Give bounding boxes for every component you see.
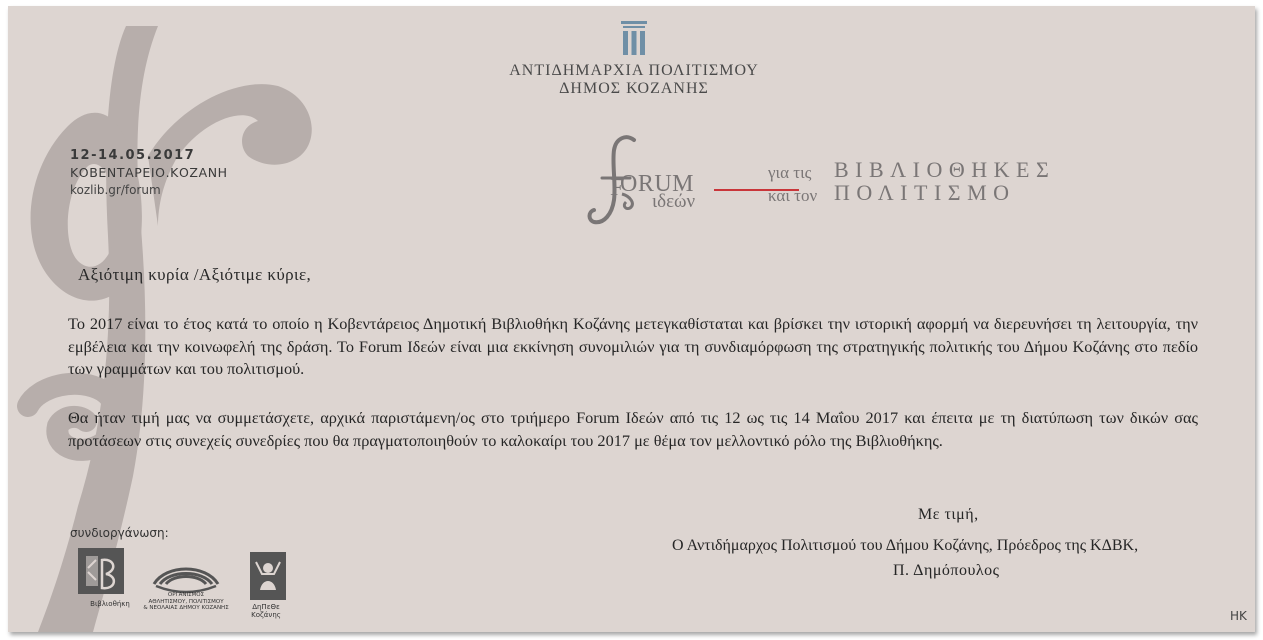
forum-small-line-1: για τις <box>768 163 812 182</box>
letter-paragraph-1: Το 2017 είναι το έτος κατά το οποίο η Κοβεντάρειος Δημοτική Βιβλιοθήκη Κοζάνης μετεγκαθίσταται και βρίσκει την ιστορική αφορμή να διερευνήσει τη λειτουργία, την εμβέλεια και την κοινωφελή της δράση. Το Forum Ιδεών είναι μια εκκίνηση συνομιλιών για τη συνδιαμόρφωση της στρατηγικής πολιτικής του Δήμου Κοζάνης στο πεδίο των γραμμάτων και του πολιτισμού. <box>68 314 1198 378</box>
corner-mark: ΗΚ <box>1230 609 1247 623</box>
municipality-pillar-logo <box>619 19 649 57</box>
signature-name: Π. Δημόπουλος <box>893 562 1000 579</box>
event-date: 12-14.05.2017 <box>70 148 196 163</box>
dipethe-caption <box>244 603 288 619</box>
department-line-1: ΑΝΤΙΔΗΜΑΡΧΙΑ ΠΟΛΙΤΙΣΜΟΥ <box>509 62 759 79</box>
kdvk-caption: Βιβλιοθήκη <box>90 600 130 608</box>
organisers-label: συνδιοργάνωση: <box>70 526 169 540</box>
forum-word: ORUM <box>620 171 695 197</box>
signature-closing: Με τιμή, <box>918 506 979 523</box>
letter-paragraph-2: Θα ήταν τιμή μας να συμμετάσχετε, αρχικά παριστάμενη/ος στο τριήμερο Forum Ιδεών από τις 12 ως τις 14 Μαΐου 2017 και έπειτα με τη διατύπωση των δικών σας προτάσεων στις συνεχείς συνεδρίες που θα πραγματοποιηθούν το καλοκαίρι του 2017 με θέμα τον μελλοντικό ρόλο της Βιβλιοθήκης. <box>68 408 1198 450</box>
forum-big-line-1: ΒΙΒΛΙΟΘΗΚΕΣ <box>834 157 1056 182</box>
invitation-card <box>8 6 1255 632</box>
forum-initial: F <box>610 175 624 201</box>
signature-title: Ο Αντιδήμαρχος Πολιτισμού του Δήμου Κοζάνης, Πρόεδρος της ΚΔΒΚ, <box>672 537 1139 554</box>
event-place: ΚΟΒΕΝΤΑΡΕΙΟ.ΚΟΖΑΝΗ <box>70 165 228 180</box>
organisation-caption-line-3: & ΝΕΟΛΑΙΑΣ ΔΗΜΟΥ ΚΟΖΑΝΗΣ <box>143 605 229 611</box>
forum-small-line-2: και τον <box>768 186 818 205</box>
event-url[interactable]: kozlib.gr/forum <box>70 183 161 197</box>
letter-greeting: Αξιότιμη κυρία /Αξιότιμε κύριε, <box>78 265 312 284</box>
department-line-2: ΔΗΜΟΣ ΚΟΖΑΝΗΣ <box>559 80 709 97</box>
department-title <box>448 62 820 98</box>
organisation-caption-line-2: ΑΘΛΗΤΙΣΜΟΥ, ΠΟΛΙΤΙΣΜΟΥ <box>148 598 224 605</box>
organisation-caption <box>140 592 232 612</box>
event-info <box>70 147 228 199</box>
dipethe-caption-line-1: ΔηΠεΘε <box>252 603 280 611</box>
dipethe-caption-line-2: Κοζάνης <box>251 611 281 619</box>
forum-subword: ιδεών <box>652 191 696 212</box>
forum-big-line-2: ΠΟΛΙΤΙΣΜΟ <box>834 180 1016 205</box>
organisation-caption-line-1: ΟΡΓΑΝΙΣΜΟΣ <box>167 592 205 598</box>
forum-logo <box>586 134 1086 234</box>
